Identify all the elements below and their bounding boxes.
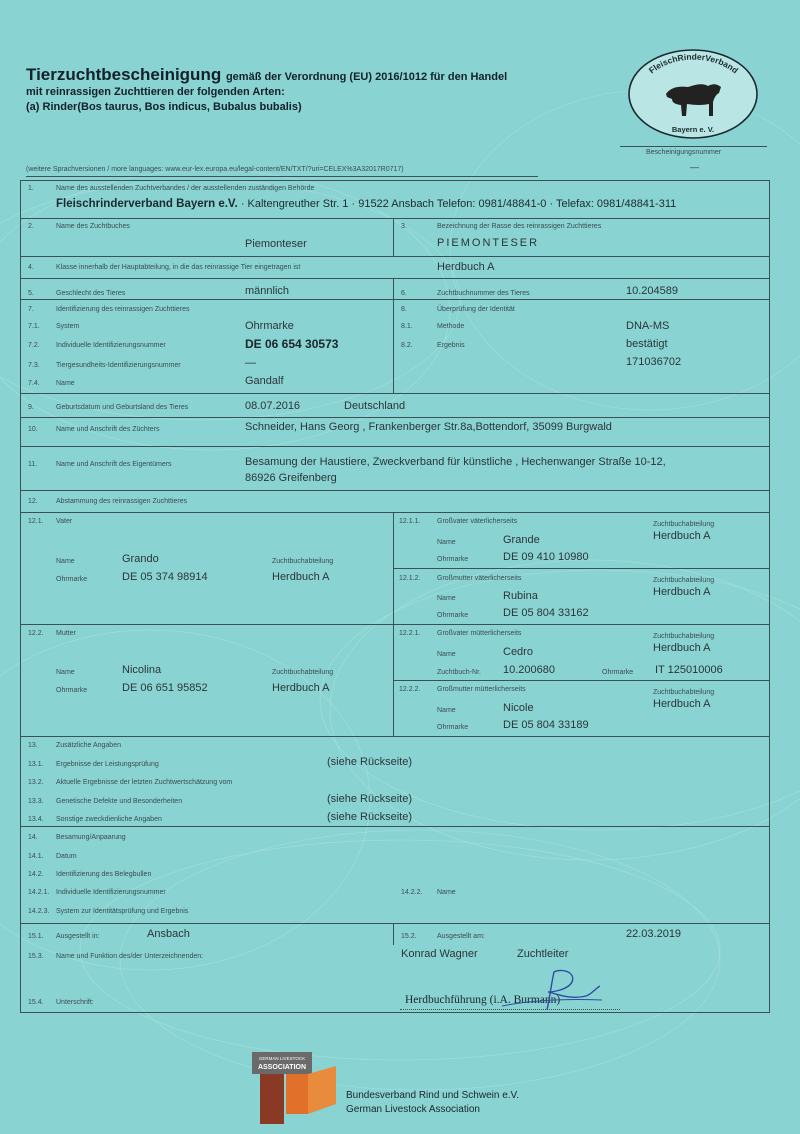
gs2-label: Großvater mütterlicherseits — [437, 630, 522, 637]
gd1-ear-label: Ohrmarke — [437, 612, 469, 619]
gs2-zbnr: 10.200680 — [503, 664, 555, 676]
row-15-3-number: 15.3. — [28, 953, 44, 960]
gd2-zba: Herdbuch A — [653, 698, 711, 710]
breed-label: Bezeichnung der Rasse des reinrassigen Zuchttieres — [437, 223, 602, 230]
result-reference: 171036702 — [626, 356, 682, 368]
gs2-name: Cedro — [503, 646, 533, 658]
section-2-number: 2. — [28, 223, 34, 230]
signatory-function: Zuchtleiter — [517, 948, 569, 960]
animal-name-label: Name — [56, 380, 75, 387]
id-system-label: System — [56, 323, 80, 330]
cert-number-value: — — [690, 162, 699, 172]
breeding-value-label: Aktuelle Ergebnisse der letzten Zuchtwertschätzung vom — [56, 779, 233, 786]
insemination-label: Besamung/Anpaarung — [56, 834, 126, 841]
section-8-number: 8. — [401, 306, 407, 313]
gs2-zba: Herdbuch A — [653, 642, 711, 654]
gs1-ear: DE 09 410 10980 — [503, 551, 589, 563]
bull-individual-id-label: Individuelle Identifizierungsnummer — [56, 889, 166, 896]
sire-name-label: Name — [56, 558, 75, 565]
row-14-2-3-number: 14.2.3. — [28, 908, 50, 915]
row-8-1-number: 8.1. — [401, 323, 413, 330]
id-system-value: Ohrmarke — [245, 320, 294, 332]
birth-label: Geburtsdatum und Geburtsland des Tieres — [56, 404, 189, 411]
signature-label: Unterschrift: — [56, 999, 94, 1006]
row-15-4-number: 15.4. — [28, 999, 44, 1006]
cert-number-label: Bescheinigungsnummer — [646, 149, 722, 156]
studbook-name-label: Name des Zuchtbuches — [56, 223, 130, 230]
gd1-ear: DE 05 804 33162 — [503, 607, 589, 619]
gla-logo-big-text: ASSOCIATION — [257, 1064, 307, 1071]
gd1-zba: Herdbuch A — [653, 586, 711, 598]
title-rest: gemäß der Verordnung (EU) 2016/1012 für den Handel — [225, 71, 508, 83]
section-14-number: 14. — [28, 834, 38, 841]
bull-name-label: Name — [437, 889, 456, 896]
class-label: Klasse innerhalb der Hauptabteilung, in die das reinrassige Tier eingetragen ist — [56, 264, 301, 271]
row-14-2-1-number: 14.2.1. — [28, 889, 50, 896]
individual-id-label: Individuelle Identifizierungsnummer — [56, 342, 166, 349]
sire-label: Vater — [56, 518, 73, 525]
gd1-label: Großmutter väterlicherseits — [437, 575, 522, 582]
footer-line-2: German Livestock Association — [346, 1104, 480, 1115]
insemination-date-label: Datum — [56, 853, 77, 860]
dam-number: 12.2. — [28, 630, 44, 637]
breeder-value: Schneider, Hans Georg , Frankenberger Str.8a,Bottendorf, 35099 Burgwald — [245, 421, 612, 433]
signatory-label: Name und Funktion des/der Unterzeichnenden: — [56, 953, 204, 960]
gd2-name: Nicole — [503, 702, 534, 714]
title-main: Tierzuchtbescheinigung — [26, 65, 222, 84]
row-15-1-number: 15.1. — [28, 933, 44, 940]
logo-arc-text: FleischRinderVerband — [646, 51, 741, 76]
gla-logo — [252, 1052, 336, 1124]
section-12-number: 12. — [28, 498, 38, 505]
section-4-number: 4. — [28, 264, 34, 271]
performance-label: Ergebnisse der Leistungsprüfung — [56, 761, 159, 768]
studbook-name-value: Piemonteser — [245, 238, 307, 250]
bull-id-label: Identifizierung des Belegbullen — [56, 871, 152, 878]
row-8-2-number: 8.2. — [401, 342, 413, 349]
sire-ear-label: Ohrmarke — [56, 576, 88, 583]
result-label: Ergebnis — [437, 342, 465, 349]
sire-number: 12.1. — [28, 518, 44, 525]
row-13-2-number: 13.2. — [28, 779, 44, 786]
other-info-label: Sonstige zweckdienliche Angaben — [56, 816, 162, 823]
row-7-2-number: 7.2. — [28, 342, 40, 349]
sire-zba-label: Zuchtbuchabteilung — [272, 558, 334, 565]
signature-stamp-text: Herdbuchführung (i.A. Burmann) — [405, 994, 561, 1006]
row-13-1-number: 13.1. — [28, 761, 44, 768]
row-14-1-number: 14.1. — [28, 853, 44, 860]
owner-line-1: Besamung der Haustiere, Zweckverband für künstliche , Hechenwanger Straße 10-12, — [245, 456, 666, 468]
sex-value: männlich — [245, 285, 290, 297]
sire-ear: DE 05 374 98914 — [122, 571, 208, 583]
row-7-1-number: 7.1. — [28, 323, 40, 330]
logo-emblem — [626, 48, 761, 141]
identity-check-label: Überprüfung der Identität — [437, 306, 515, 313]
bull-verification-label: System zur Identitätsprüfung und Ergebnis — [56, 908, 189, 915]
gs1-name-label: Name — [437, 539, 456, 546]
section-9-number: 9. — [28, 404, 34, 411]
studbook-number-value: 10.204589 — [626, 285, 678, 297]
section-10-number: 10. — [28, 426, 38, 433]
gd2-label: Großmutter mütterlicherseits — [437, 686, 526, 693]
handwritten-signature — [492, 966, 612, 1014]
issuer-address: · Kaltengreuther Str. 1 · 91522 Ansbach Telefon: 0981/48841-0 · Telefax: 0981/48841-311 — [240, 198, 677, 210]
association-logo — [626, 48, 761, 141]
performance-value: (siehe Rückseite) — [327, 756, 412, 768]
health-id-value: — — [245, 357, 256, 369]
gs2-name-label: Name — [437, 651, 456, 658]
footer-line-1: Bundesverband Rind und Schwein e.V. — [346, 1090, 520, 1101]
issued-in-value: Ansbach — [147, 928, 190, 940]
section-5-number: 5. — [28, 290, 34, 297]
gd2-ear: DE 05 804 33189 — [503, 719, 589, 731]
issued-on-label: Ausgestellt am: — [437, 933, 485, 940]
dam-name: Nicolina — [122, 664, 162, 676]
birth-country: Deutschland — [344, 400, 406, 412]
gs1-label: Großvater väterlicherseits — [437, 518, 518, 525]
method-value: DNA-MS — [626, 320, 670, 332]
sire-zba: Herdbuch A — [272, 571, 330, 583]
health-id-label: Tiergesundheits-Identifizierungsnummer — [56, 362, 181, 369]
dam-zba-label: Zuchtbuchabteilung — [272, 669, 334, 676]
other-info-value: (siehe Rückseite) — [327, 811, 412, 823]
breed-value: PIEMONTESER — [437, 237, 540, 249]
gs2-ear: IT 125010006 — [655, 664, 723, 676]
dam-label: Mutter — [56, 630, 76, 637]
identification-label: Identifizierung des reinrassigen Zuchttieres — [56, 306, 190, 313]
sire-name: Grando — [122, 553, 159, 565]
birth-date: 08.07.2016 — [245, 400, 301, 412]
row-14-2-2-number: 14.2.2. — [401, 889, 423, 896]
genetic-defects-label: Genetische Defekte und Besonderheiten — [56, 798, 183, 805]
gd1-name-label: Name — [437, 595, 456, 602]
dam-ear-label: Ohrmarke — [56, 687, 88, 694]
gd2-name-label: Name — [437, 707, 456, 714]
gs1-ear-label: Ohrmarke — [437, 556, 469, 563]
section-11-number: 11. — [28, 461, 38, 468]
section-7-number: 7. — [28, 306, 34, 313]
individual-id-value: DE 06 654 30573 — [245, 337, 339, 351]
breeder-label: Name und Anschrift des Züchters — [56, 426, 160, 433]
gd1-number: 12.1.2. — [399, 575, 421, 582]
method-label: Methode — [437, 323, 465, 330]
gd2-ear-label: Ohrmarke — [437, 724, 469, 731]
title-line-2: mit reinrassigen Zuchttieren der folgenden Arten: — [26, 86, 285, 98]
gd1-name: Rubina — [503, 590, 538, 602]
gla-logo-small-text: GERMAN LIVESTOCK — [258, 1056, 306, 1061]
dam-name-label: Name — [56, 669, 75, 676]
owner-line-2: 86926 Greifenberg — [245, 472, 337, 484]
gs1-number: 12.1.1. — [399, 518, 421, 525]
gd2-number: 12.2.2. — [399, 686, 421, 693]
title-line-3: (a) Rinder(Bos taurus, Bos indicus, Bubalus bubalis) — [26, 101, 302, 113]
gs2-zba-label: Zuchtbuchabteilung — [653, 633, 715, 640]
section-13-number: 13. — [28, 742, 38, 749]
pedigree-label: Abstammung des reinrassigen Zuchttieres — [56, 498, 188, 505]
gs1-zba: Herdbuch A — [653, 530, 711, 542]
section-3-number: 3. — [401, 223, 407, 230]
row-14-2-number: 14.2. — [28, 871, 44, 878]
languages-note: (weitere Sprachversionen / more languages: www.eur-lex.europa.eu/legal-content/EN/TXT/?uri=CELEX%3A32017R0717) — [26, 166, 404, 173]
gla-logo-mark — [252, 1052, 336, 1124]
gs1-zba-label: Zuchtbuchabteilung — [653, 521, 715, 528]
issuer-label: Name des ausstellenden Zuchtverbandes / der ausstellenden zuständigen Behörde — [56, 185, 315, 192]
gd1-zba-label: Zuchtbuchabteilung — [653, 577, 715, 584]
animal-name-value: Gandalf — [245, 375, 284, 387]
gs2-number: 12.2.1. — [399, 630, 421, 637]
dam-zba: Herdbuch A — [272, 682, 330, 694]
gs2-ear-label: Ohrmarke — [602, 669, 634, 676]
genetic-defects-value: (siehe Rückseite) — [327, 793, 412, 805]
gd2-zba-label: Zuchtbuchabteilung — [653, 689, 715, 696]
section-6-number: 6. — [401, 290, 407, 297]
result-value: bestätigt — [626, 338, 668, 350]
row-7-4-number: 7.4. — [28, 380, 40, 387]
logo-bottom-text: Bayern e. V. — [671, 125, 715, 134]
dam-ear: DE 06 651 95852 — [122, 682, 208, 694]
issued-in-label: Ausgestellt in: — [56, 933, 100, 940]
owner-label: Name und Anschrift des Eigentümers — [56, 461, 172, 468]
gs1-name: Grande — [503, 534, 540, 546]
issuer-org: Fleischrinderverband Bayern e.V. — [56, 198, 238, 210]
signatory-name: Konrad Wagner — [401, 948, 478, 960]
row-13-3-number: 13.3. — [28, 798, 44, 805]
additional-info-label: Zusätzliche Angaben — [56, 742, 121, 749]
row-15-2-number: 15.2. — [401, 933, 417, 940]
section-1-number: 1. — [28, 185, 34, 192]
sex-label: Geschlecht des Tieres — [56, 290, 126, 297]
row-7-3-number: 7.3. — [28, 362, 40, 369]
studbook-number-label: Zuchtbuchnummer des Tieres — [437, 290, 530, 297]
class-value: Herdbuch A — [437, 261, 495, 273]
issuer-value — [56, 198, 676, 210]
gs2-zbnr-label: Zuchtbuch-Nr. — [437, 669, 481, 676]
certificate-title — [26, 65, 507, 85]
row-13-4-number: 13.4. — [28, 816, 44, 823]
issued-on-value: 22.03.2019 — [626, 928, 682, 940]
